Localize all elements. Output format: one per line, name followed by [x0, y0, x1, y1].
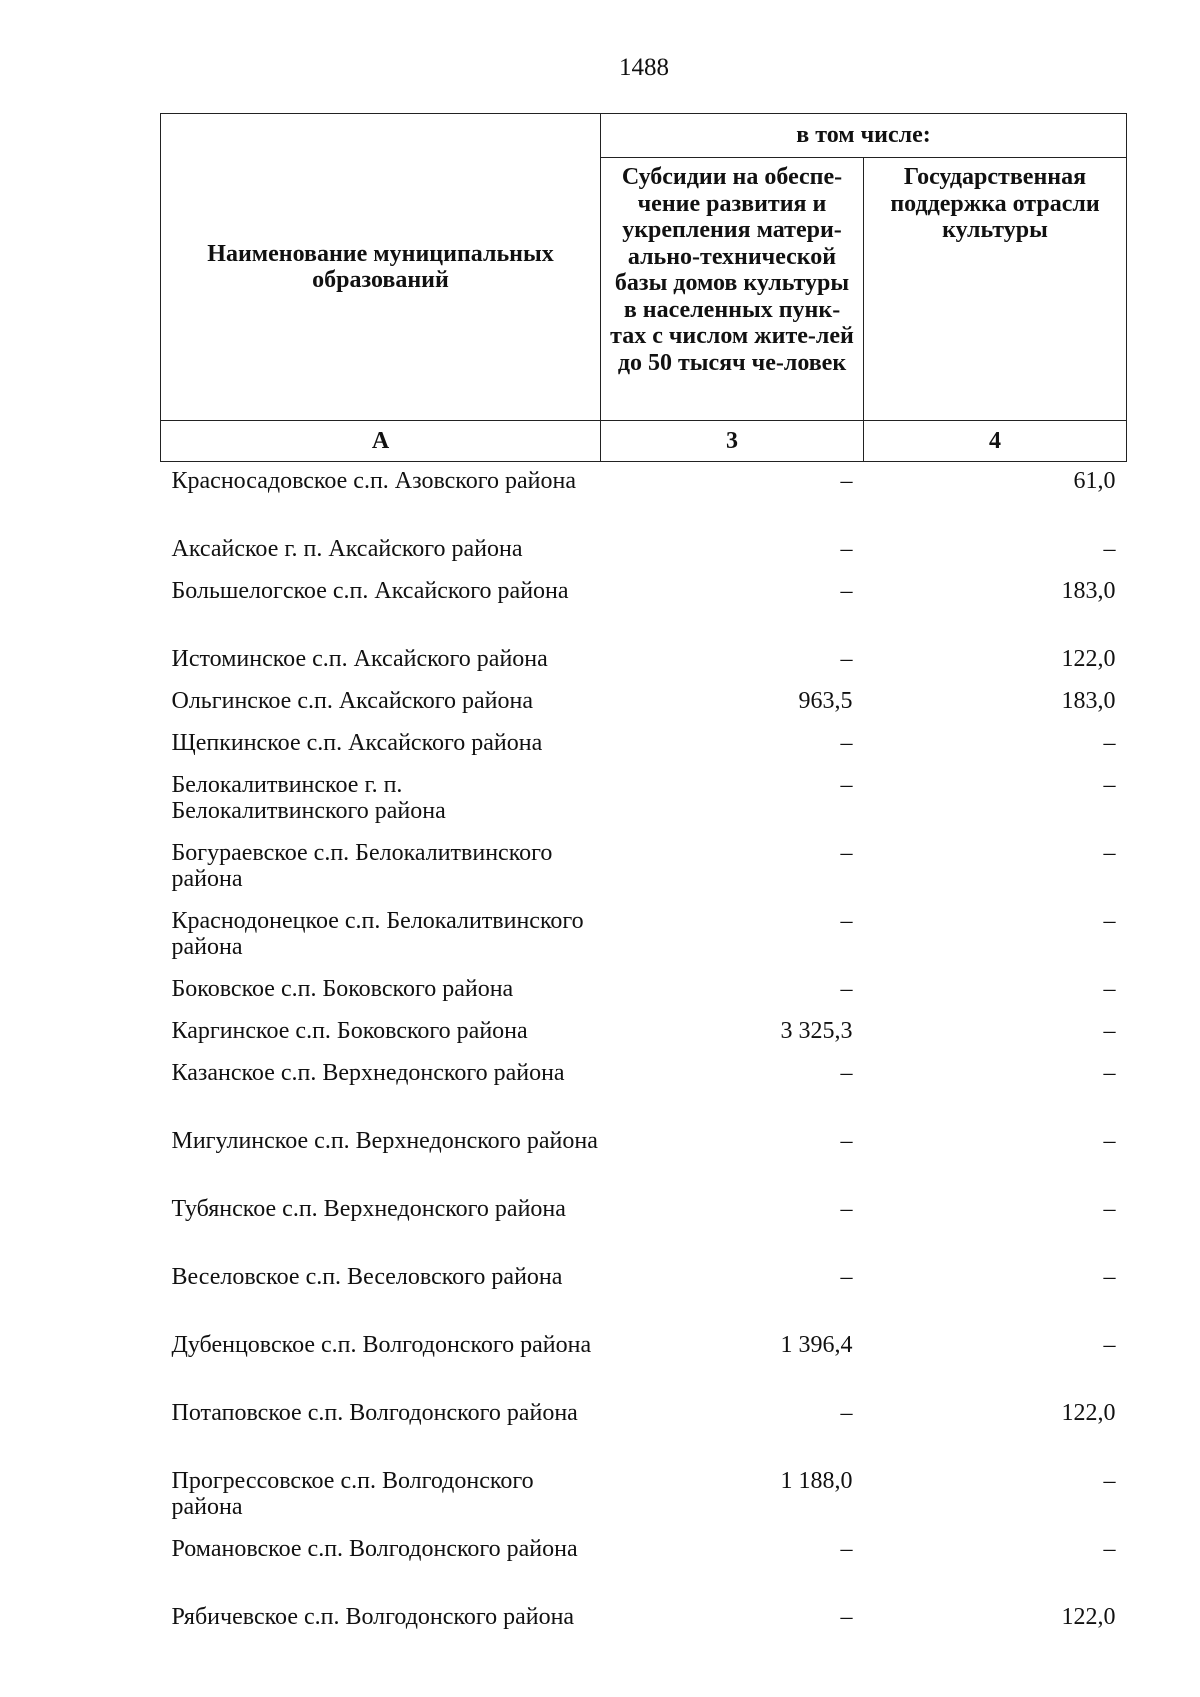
table-row	[161, 904, 1127, 972]
municipality-name-cell: Белокалитвинское г. п. Белокалитвинского района	[171, 772, 446, 824]
table-row	[161, 836, 1127, 904]
state-support-value-cell: 122,0	[1061, 1604, 1116, 1630]
subsidy-value-cell: 3 325,3	[780, 1018, 853, 1044]
header-column-index-a: А	[161, 421, 601, 462]
state-support-value-cell: 183,0	[1061, 578, 1116, 604]
header-column-index-4: 4	[864, 421, 1127, 462]
table-row	[161, 642, 1127, 684]
header-subsidies-culture-houses: Субсидии на обеспе-чение развития и укрепления матери-ально-технической базы домов культуры в населенных пунк-тах с числом жите-лей до 50 тысяч че-ловек	[601, 158, 864, 421]
table-row	[161, 1056, 1127, 1124]
subsidy-value-cell: –	[840, 1536, 853, 1562]
subsidy-value-cell: –	[840, 840, 853, 866]
table-row	[161, 1014, 1127, 1056]
municipality-name-cell: Ольгинское с.п. Аксайского района	[171, 688, 533, 714]
page-number: 1488	[619, 54, 669, 81]
state-support-value-cell: –	[1103, 976, 1116, 1002]
state-support-value-cell: –	[1103, 1468, 1116, 1494]
table-row	[161, 1532, 1127, 1600]
subsidy-value-cell: –	[840, 536, 853, 562]
subsidy-value-cell: –	[840, 730, 853, 756]
state-support-value-cell: 61,0	[1073, 468, 1116, 494]
table-header	[161, 114, 1127, 462]
table-row	[161, 1464, 1127, 1532]
subsidy-value-cell: –	[840, 1604, 853, 1630]
table-row	[161, 684, 1127, 726]
municipality-name-cell: Романовское с.п. Волгодонского района	[171, 1536, 578, 1562]
state-support-value-cell: –	[1103, 730, 1116, 756]
document-sheet	[160, 113, 1126, 1668]
municipality-name-cell: Краснодонецкое с.п. Белокалитвинского района	[171, 908, 584, 960]
header-including: в том числе:	[601, 114, 1127, 158]
state-support-value-cell: –	[1103, 1536, 1116, 1562]
subsidy-value-cell: –	[840, 646, 853, 672]
subsidy-value-cell: –	[840, 1060, 853, 1086]
subsidy-value-cell: 1 188,0	[780, 1468, 853, 1494]
subsidy-value-cell: –	[840, 1128, 853, 1154]
municipality-name-cell: Тубянское с.п. Верхнедонского района	[171, 1196, 566, 1222]
municipality-name-cell: Дубенцовское с.п. Волгодонского района	[171, 1332, 592, 1358]
municipality-name-cell: Истоминское с.п. Аксайского района	[171, 646, 548, 672]
state-support-value-cell: –	[1103, 536, 1116, 562]
municipality-name-cell: Каргинское с.п. Боковского района	[171, 1018, 528, 1044]
table-row	[161, 1600, 1127, 1668]
municipality-name-cell: Потаповское с.п. Волгодонского района	[171, 1400, 578, 1426]
state-support-value-cell: 122,0	[1061, 646, 1116, 672]
state-support-value-cell: –	[1103, 908, 1116, 934]
state-support-value-cell: –	[1103, 772, 1116, 798]
subsidy-value-cell: –	[840, 1196, 853, 1222]
subsidy-value-cell: 963,5	[798, 688, 853, 714]
header-municipality-name: Наименование муниципальных образований	[161, 114, 601, 421]
municipality-name-cell: Рябичевское с.п. Волгодонского района	[171, 1604, 575, 1630]
municipality-name-cell: Богураевское с.п. Белокалитвинского района	[171, 840, 553, 892]
municipality-name-cell: Аксайское г. п. Аксайского района	[171, 536, 523, 562]
municipality-name-cell: Мигулинское с.п. Верхнедонского района	[171, 1128, 598, 1154]
municipality-name-cell: Красносадовское с.п. Азовского района	[171, 468, 576, 494]
table-row	[161, 462, 1127, 533]
table-row	[161, 1124, 1127, 1192]
state-support-value-cell: –	[1103, 1332, 1116, 1358]
municipality-name-cell: Боковское с.п. Боковского района	[171, 976, 514, 1002]
state-support-value-cell: –	[1103, 1196, 1116, 1222]
table-row	[161, 1192, 1127, 1260]
municipality-name-cell: Веселовское с.п. Веселовского района	[171, 1264, 563, 1290]
subsidy-value-cell: –	[840, 1264, 853, 1290]
municipality-name-cell: Щепкинское с.п. Аксайского района	[171, 730, 543, 756]
subsidy-value-cell: –	[840, 468, 853, 494]
table-row	[161, 768, 1127, 836]
state-support-value-cell: –	[1103, 1018, 1116, 1044]
header-state-support-culture: Государственная поддержка отрасли культуры	[864, 158, 1127, 421]
state-support-value-cell: 122,0	[1061, 1400, 1116, 1426]
table-row	[161, 574, 1127, 642]
table-row	[161, 972, 1127, 1014]
municipality-name-cell: Казанское с.п. Верхнедонского района	[171, 1060, 565, 1086]
table-row	[161, 1396, 1127, 1464]
subsidy-value-cell: 1 396,4	[780, 1332, 853, 1358]
table-row	[161, 1328, 1127, 1396]
subsidy-value-cell: –	[840, 908, 853, 934]
subsidy-value-cell: –	[840, 772, 853, 798]
header-column-index-3: 3	[601, 421, 864, 462]
subsidy-value-cell: –	[840, 578, 853, 604]
state-support-value-cell: 183,0	[1061, 688, 1116, 714]
state-support-value-cell: –	[1103, 1128, 1116, 1154]
subsidy-table	[160, 113, 1127, 1668]
table-row	[161, 726, 1127, 768]
subsidy-value-cell: –	[840, 1400, 853, 1426]
municipality-name-cell: Прогрессовское с.п. Волгодонского района	[171, 1468, 534, 1520]
subsidy-value-cell: –	[840, 976, 853, 1002]
table-row	[161, 532, 1127, 574]
state-support-value-cell: –	[1103, 840, 1116, 866]
table-body	[161, 462, 1127, 1669]
state-support-value-cell: –	[1103, 1264, 1116, 1290]
table-row	[161, 1260, 1127, 1328]
municipality-name-cell: Большелогское с.п. Аксайского района	[171, 578, 569, 604]
state-support-value-cell: –	[1103, 1060, 1116, 1086]
